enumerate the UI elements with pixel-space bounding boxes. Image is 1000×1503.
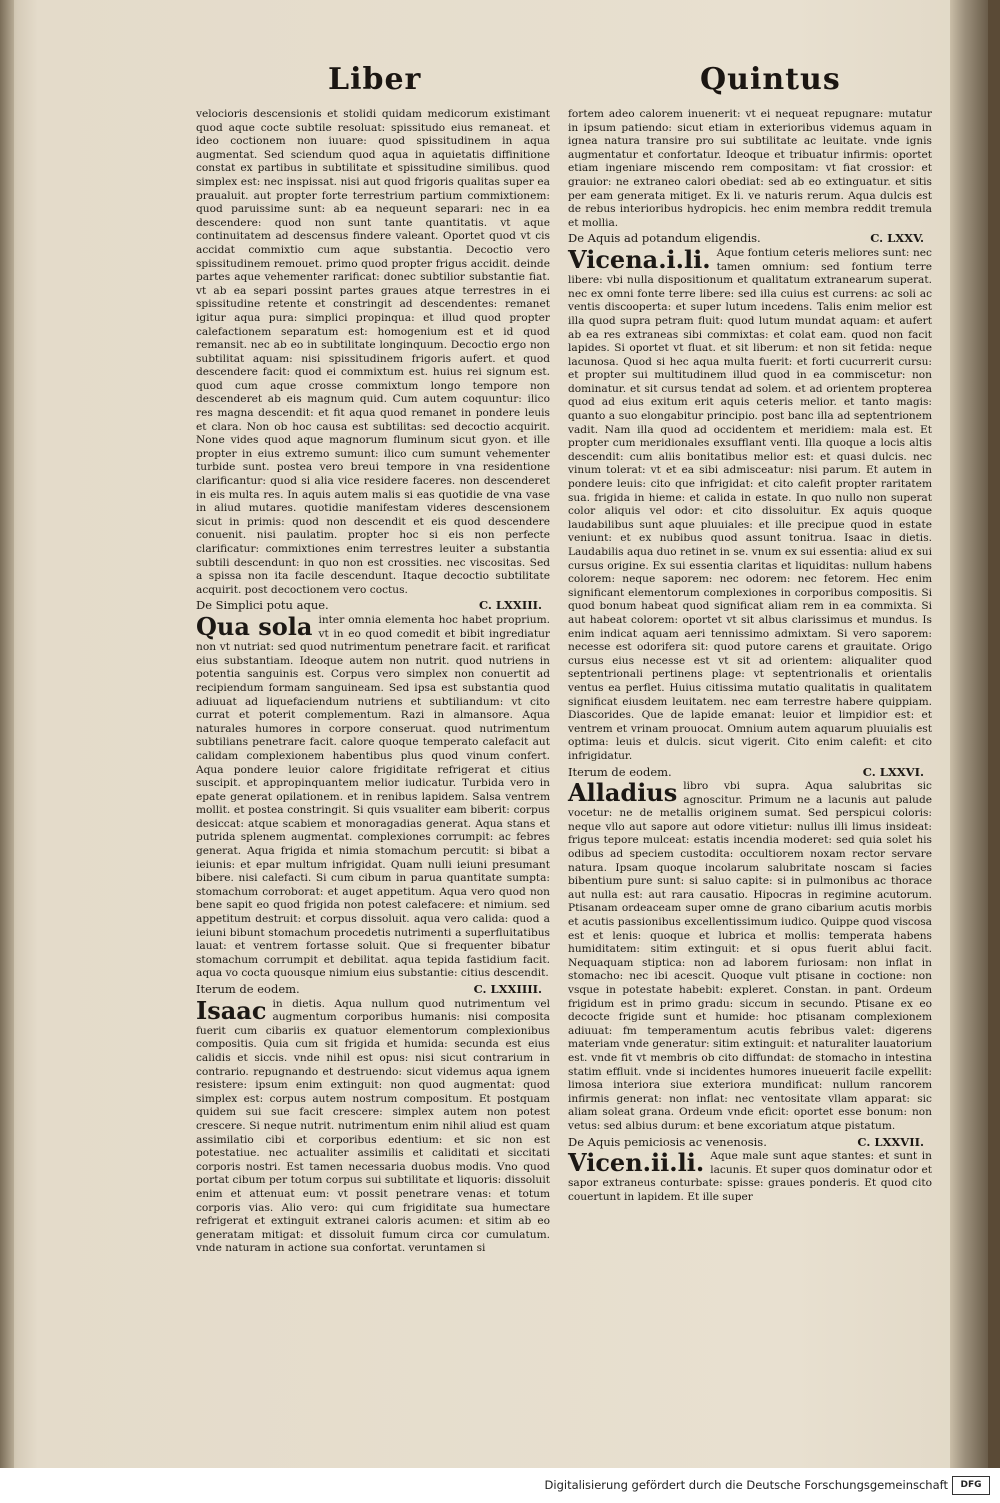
text-column-right [568, 108, 932, 1205]
text-column-left [196, 108, 550, 1256]
running-head-right: Quintus [700, 62, 841, 97]
chapter-title: De Aquis pemiciosis ac venenosis. [568, 1134, 767, 1149]
paragraph [568, 244, 932, 764]
chapter-heading [568, 1136, 932, 1150]
paragraph-text: inter omnia elementa hoc habet proprium. vt in eo quod comedit et bibit ingrediatur non vt nutriat: sed quod nutrimentum penetrare facit. et rarificat eius substantiam. Ideoque autem non nutrit. quod nutriens in potentia sanguinis est. Corpus vero simplex non conuertit ad recipiendum formam sanguineam. Sed ipsa est substantia quod adiuuat ad liquefaciendum nutriens et subtiliandum: vt cito currat et poterit complementum. Razi in almansore. Aqua naturales humores in corpore conseruat. quod nutrimentum subtilians penetrare facit. calore quoque temperato calefacit aut calidam complexionem habentibus plus quod vinum confert. Aqua pondere leuior calore frigiditate refrigerat et citius suscipit. et appropinquantem melior iudicatur. Turbida vero in epate generat opilationem. et in renibus lapidem. Salsa ventrem mollit. et postea constringit. Si quis vsualiter eam biberit: corpus desiccat: atque scabiem et monoragadias generat. Aqua stans et putrida splenem augmentat. complexiones corrumpit: ac febres generat. Aqua frigida et nimia stomachum percutit: si bibat a ieiunis: et epar multum infrigidat. Quam nulli ieiuni presumant bibere. nisi calefacti. Si cum cibum in parua quantitate sumpta: stomachum corroborat: et auget appetitum. Aqua vero quod non bene sapit eo quod frigida non potest calefacere: et nimium. sed appetitum destruit: et corpus dissoluit. aqua vero calida: quod a ieiuni bibunt stomachum procedetis nutrimenti a superfluitatibus lauat: et ventrem fortasse soluit. Que si frequenter bibatur stomachum corrumpit et debilitat. aqua tepida fastidium facit. aqua vo cocta quousque nimium eius substantie: citius descendit. [196, 613, 550, 980]
paragraph: fortem adeo calorem inuenerit: vt ei nequeat repugnare: mutatur in ipsum patiendo: sicut etiam in exterioribus videmus aquam in ignea natura transire pro sui subtilitate ac leuitate. vnde ignis augmentatur et confortatur. Ideoque et tribuatur infirmis: oportet etiam ingeniare miscendo rem compositam: vt fiat crossior: et grauior: ne extraneo calori obediat: sed ab eo extinguatur. et sitis per eam generata mitiget. Ex li. ve naturis rerum. Aqua dulcis est de rebus interioribus hydropicis. hec enim membra reddit tremula et mollia. [568, 108, 932, 229]
paragraph [196, 611, 550, 981]
chapter-number: C. LXXVII. [857, 1134, 924, 1149]
page-gutter [0, 0, 14, 1468]
chapter-number: C. LXXIIII. [473, 982, 542, 996]
initial-word: Vicen.ii.li. [568, 1148, 705, 1178]
chapter-title: De Aquis ad potandum eligendis. [568, 231, 761, 246]
chapter-title: Iterum de eodem. [568, 764, 672, 779]
paragraph: velocioris descensionis et stolidi quidam medicorum existimant quod aque cocte subtile resoluat: spissitudo eius remaneat. et ideo coctionem non iuuare: quod spissitudinem in aqua augmentat. Sed sciendum quod aqua in aquietatis diffinitione constat ex partibus in subtilitate et spissitudine similibus. quod simplex est: nec inspissat. nisi aut quod frigoris qualitas super ea praualuit. aut propter forte terrestrium partium commixtionem: quod paruissime sunt: ab ea nequeunt separari: nec in ea descendere: quod non sunt tante quantitatis. vt aque continuitatem ad descensus findere valeant. Oportet quod vt cis accidat commixtio cum aque substantia. Decoctio vero spissitudinem remouet. primo quod propter frigus accidit. deinde partes aque vehementer rarificat: donec subtilior substantie fiat. vt ab ea separi possint partes graues atque terrestres in ei spissitudine retente et constringit ad descendentes: remanet igitur aqua pura: simplici propinqua: et illud quod propter calefactionem separatum est: homogenium est et id quod remansit. nec ab eo in subtilitate longinquum. Decoctio ergo non subtilitat aquam: nisi spissitudinem frigoris aufert. et quod descendere facit: quod ei commixtum est. huius rei signum est. quod cum aque crosse commixtum longo tempore non descenderet ab eis magnum quid. Cum autem coquuntur: ilico res magna descendit: et fit aqua quod remanet in pondere leuis et clara. Non ob hoc causa est subtilitas: sed decoctio acquirit. None vides quod aque magnorum fluminum sicut gyon. et ille propter in eius extremo sumunt: ilico cum sumunt vehementer turbide sunt. postea vero breui tempore in vna residentione clarificantur: quod si alia vice residere faceres. non descenderet in eis multa res. In aquis autem malis si eas quotidie de vna vase in aliud mutares. quotidie manifestam videres descensionem sicut in primis: quod non descendit et eis quod descendere conuenit. nisi paulatim. propter hoc si eis non perfecte clarificatur: commixtiones enim terrestres leuiter a substantia subtili descendunt: in quo non est crossities. nec viscositas. Sed a spissa non ita facile descendunt. Itaque decoctio subtilitate acquirit. post decoctionem vero coctus. [196, 108, 550, 596]
running-head-left: Liber [328, 62, 422, 97]
initial-word: Vicena.i.li. [568, 244, 711, 274]
paragraph-text: in dietis. Aqua nullum quod nutrimentum vel augmentum corporibus humanis: nisi composita fuerit cum cibariis ex quatuor elementorum complexionibus compositis. Quia cum sit frigida et humida: secunda est eius calidis et siccis. vnde nihil est opus: nisi sicut contrarium in contrario. repugnando et destruendo: sicut videmus aqua ignem resistere: ipsum enim extinguit: non quod augmentat: quod simplex est: corpus autem nostrum compositum. Et postquam quidem sui sue facit crescere: simplex autem non potest crescere. Si neque nutrit. nutrimentum enim nihil aliud est quam assimilatio cibi et corporibus edentium: et sic non est potestatiue. nec actualiter assimilis et caliditati et siccitati corporis nostri. Est tamen necessaria duobus modis. Vno quod portat cibum per totum corpus sui subtilitate et liquoris: dissoluit enim et attenuat eum: vt possit penetrare venas: et totum corporis vias. Alio vero: qui cum frigiditate sua humectare refrigerat et extinguit extranei caloris acumen: et sitim ab eo generatam mitigat: et dissoluit fumum circa cor cumulatum. vnde naturam in actione sua confortat. veruntamen si [196, 997, 550, 1255]
chapter-title: De Simplici potu aque. [196, 598, 329, 613]
chapter-heading [196, 983, 550, 997]
page-edge [950, 0, 988, 1468]
chapter-number: C. LXXVI. [862, 764, 924, 779]
chapter-title: Iterum de eodem. [196, 982, 300, 996]
chapter-heading [568, 766, 932, 780]
initial-word: Qua sola [196, 611, 313, 641]
paragraph [568, 1150, 932, 1204]
chapter-number: C. LXXV. [870, 231, 924, 246]
paragraph [568, 780, 932, 1133]
paragraph [196, 995, 550, 1256]
chapter-number: C. LXXIII. [478, 598, 542, 613]
initial-word: Alladius [568, 778, 678, 808]
paragraph-text: Aque male sunt aque stantes: et sunt in lacunis. Et super quos dominatur odor et sapor extraneus conturbate: spisse: graues ponderis. Et quod cito couertunt in lapidem. Et ille super [568, 1150, 932, 1203]
initial-word: Isaac [196, 995, 267, 1025]
chapter-heading [568, 232, 932, 246]
paragraph-text: libro vbi supra. Aqua salubritas sic agnoscitur. Primum ne a lacunis aut palude vocetur: ne de metallis originem sumat. Sed perspicui coloris: neque vllo aut sapore aut odore vitietur: nullus illi limus insideat: frigus tepore mulceat: estatis incendia moderet: sed quia solet his odibus ad speciem custodita: occultiorem noxam rector servare natura. Ipsam quoque incolarum salubritate noscam si facies bibentium pure sunt: si saluo capite: si in pulmonibus ac thorace aut nulla est: aut rara causatio. Hipocras in regimine acutorum. Ptisanam ordeaceam super omne de grano cibarium acutis morbis et acutis passionibus excellentissimum iudico. Quippe quod viscosa est et lenis: quoque et lubrica et mollis: temperata habens humiditatem: sitim extinguit: et si opus fuerit ablui facit. Nequaquam stiptica: non ad laborem furiosam: non inflat in stomacho: nec ibi acescit. Quoque vult ptisane in coctione: non vsque in potestate habebit: expleret. Constan. in pant. Ordeum frigidum est in primo gradu: siccum in secundo. Ptisane ex eo decocte frigide sunt et humide: hoc ptisanam complexionem adiuuat: fm temperamentum acutis febribus valet: digerens materiam vnde generatur: sitim extinguit: et naturaliter lauatorium est. vnde fit vt membris ob cito diffundat: de stomacho in intestina statim effluit. vnde si incidentes humores inueuerit facile expellit: limosa interiora siue exteriora mundificat: nullum rancorem infirmis generat: non inflat: nec ventositate vllam apparat: sic aliam soleat grana. Ordeum vnde eficit: oportet esse bonum: non vetus: sed albius durum: et bene excoriatum atque pistatum. [568, 780, 932, 1132]
paragraph-text: Aque fontium ceteris meliores sunt: nec tamen omnium: sed fontium terre libere: vbi nulla dispositionum et qualitatum extranearum superat. nec ex omni fonte terre libere: sed illa cuius est currens: ac soli ac ventis discooperta: et super lutum incedens. Talis enim melior est illa quod supra petram fluit: quod lutum mundat aquam: et aufert ab ea res extraneas sibi commixtas: et colat eam. quod non facit lapides. Si oportet vt fluat. et sit liberum: et non sit fetida: neque lacunosa. Quod si hec aqua multa fuerit: et forti cucurrerit cursu: et propter sui multitudinem illud quod in ea commiscetur: non dominatur. et sit cursus tendat ad solem. et ad orientem propterea quod ad eius exitum erit aquis ceteris melior. et tanto magis: quanto a suo elongabitur principio. post banc illa ad septentrionem vadit. Nam illa quod ad occidentem et meridiem: mala est. Et propter cum meridionales exsufflant venti. Illa quoque a locis altis descendit: cum aliis bonitatibus melior est: et quasi dulcis. nec vinum tolerat: vt et ea sibi admisceatur: nisi parum. Et autem in pondere leuis: cito que infrigidat: et cito calefit propter raritatem sua. frigida in hieme: et calida in estate. In quo nullo non superat color aliquis vel odor: et cito dissoluitur. Ex aquis quoque laudabilibus sunt aque pluuiales: et ille precipue quod in estate veniunt: et ex nubibus quod assunt tonitrua. Isaac in dietis. Laudabilis aqua duo retinet in se. vnum ex sui essentia: aliud ex sui cursus origine. Ex sui essentia claritas et liquiditas: nullum habens colorem: neque saporem: nec odorem: nec fetorem. Hec enim significant elementorum complexiones in corporibus compositis. Si quod bonum habeat quod significat aliam rem in ea commixta. Si aut habeat colorem: oportet vt sit albus clarissimus et mundus. Is enim indicat aquam aeri tennissimo admixtam. Si vero saporem: necesse est odorifera sit: quod putore carens et grauitate. Origo cursus eius necesse est vt sit ad orientem: aliqualiter quod septentrionali pertinens plage: vt septentrionalis et orientalis ventus ea perflet. Huius citissima mutatio qualitatis in qualitatem significat eiusdem leuitatem. nec eam terrestre habere quippiam. Diascorides. Que de lapide emanat: leuior et limpidior est: et ventrem et vrinam prouocat. Omnium autem aquarum pluuialis est optima: leuis et dulcis. sicut vigerit. Cito enim calefit: et cito infrigidatur. [568, 246, 932, 762]
chapter-heading [196, 599, 550, 613]
dfg-logo-icon: DFG [952, 1476, 990, 1495]
funding-notice: Digitalisierung gefördert durch die Deutsche Forschungsgemeinschaft [544, 1478, 948, 1492]
